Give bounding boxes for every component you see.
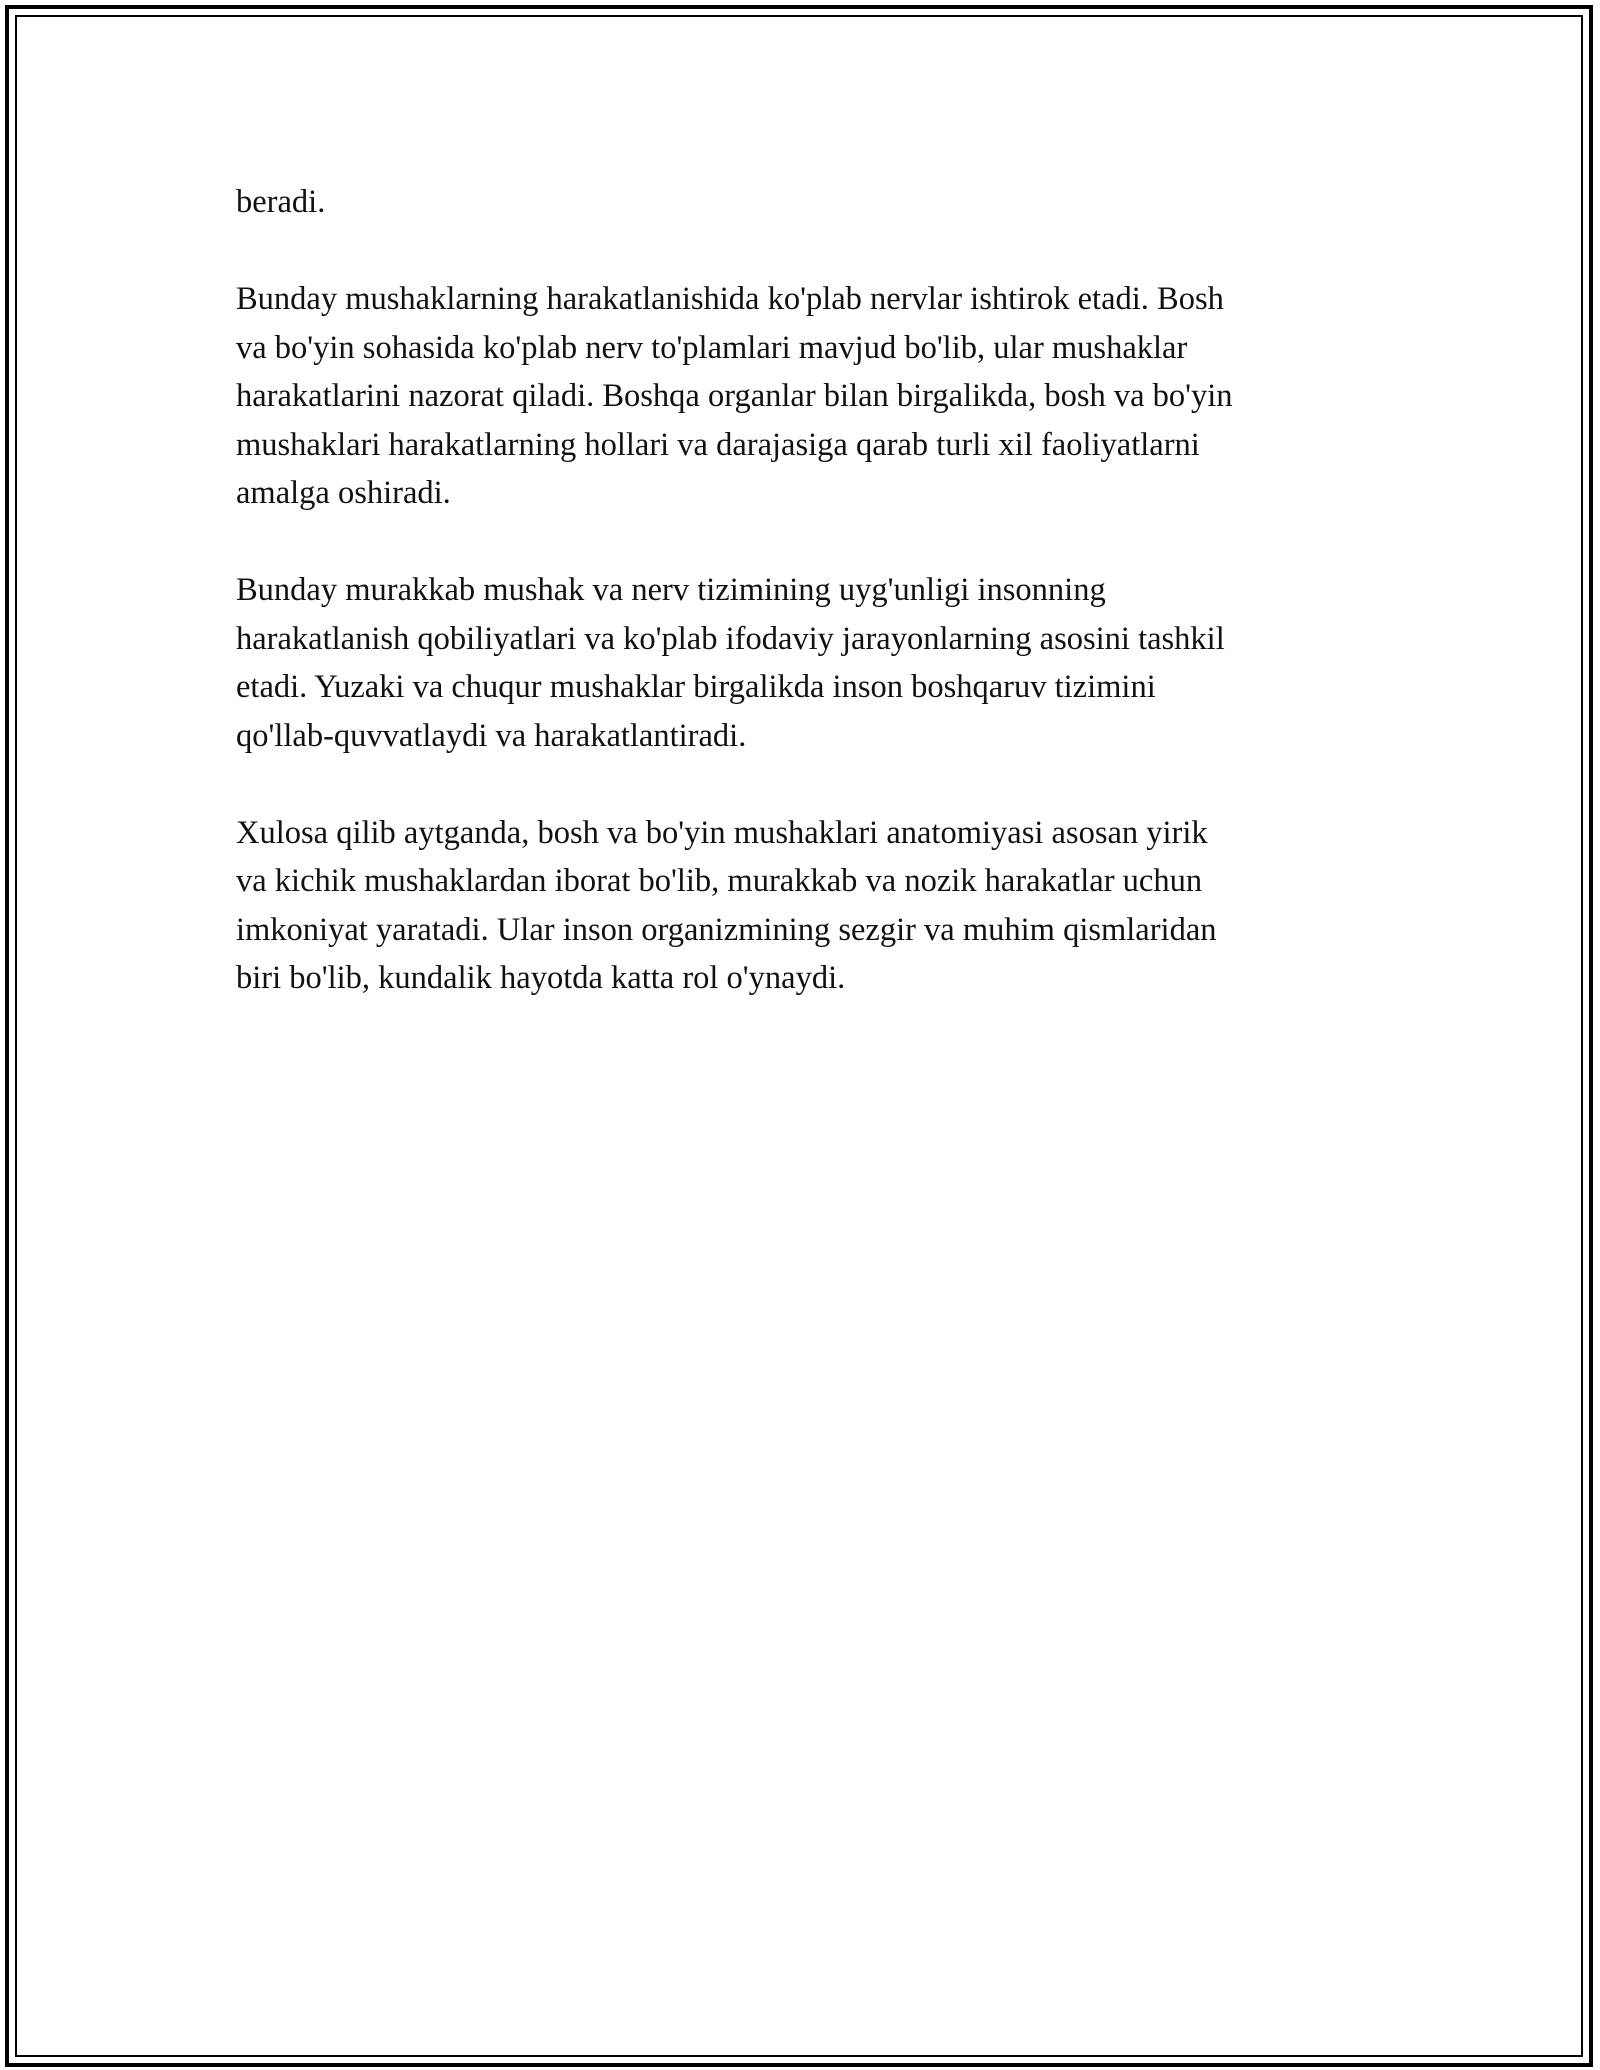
paragraph-continuation: beradi. [236, 184, 326, 220]
paragraph-coordination: Bunday murakkab mushak va nerv tizimining uyg'unligi insonning harakatlanish qobiliyatlari va ko'plab ifodaviy jarayonlarning asosini tashkil etadi. Yuzaki va chuqur mushaklar birgalikda inson boshqaruv tizimini qo'llab-quvvatlaydi va harakatlantiradi. [236, 572, 1225, 754]
paragraph-nerves: Bunday mushaklarning harakatlanishida ko'plab nervlar ishtirok etadi. Bosh va bo'yin sohasida ko'plab nerv to'plamlari mavjud bo'lib, ular mushaklar harakatlarini nazorat qiladi. Boshqa organlar bilan birgalikda, bosh va bo'yin mushaklari harakatlarning hollari va darajasiga qarab turli xil faoliyatlarni amalga oshiradi. [236, 281, 1233, 511]
paragraph-conclusion: Xulosa qilib aytganda, bosh va bo'yin mushaklari anatomiyasi asosan yirik va kichik mushaklardan iborat bo'lib, murakkab va nozik harakatlar uchun imkoniyat yaratadi. Ular inson organizmining sezgir va muhim qismlaridan biri bo'lib, kundalik hayotda katta rol o'ynaydi. [236, 814, 1217, 996]
page-body [236, 178, 1376, 1051]
